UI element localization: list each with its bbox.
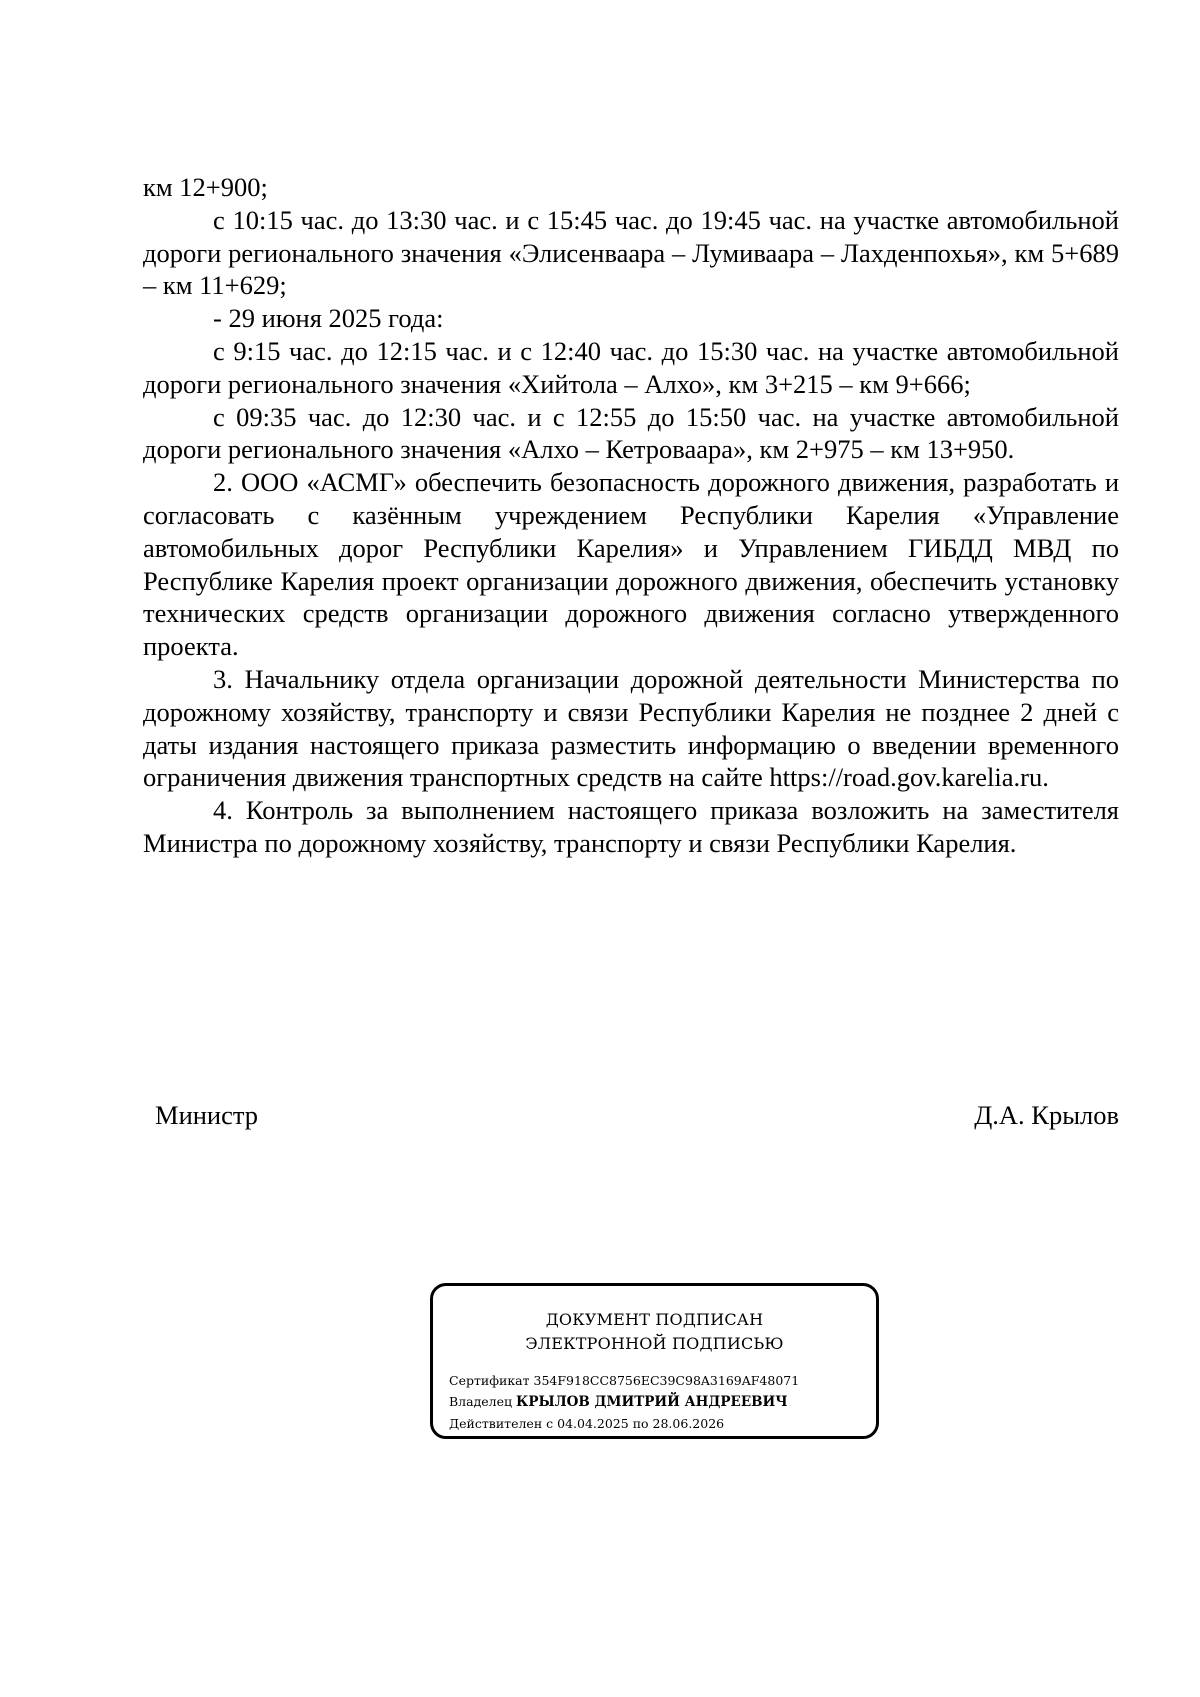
- stamp-certificate-value: 354F918CC8756EC39C98A3169AF48071: [533, 1373, 800, 1388]
- stamp-owner-row: [449, 1391, 799, 1413]
- stamp-owner-value: КРЫЛОВ ДМИТРИЙ АНДРЕЕВИЧ: [516, 1394, 788, 1410]
- stamp-owner-label: Владелец: [449, 1394, 513, 1409]
- stamp-certificate-label: Сертификат: [449, 1373, 530, 1388]
- stamp-valid-to-label: по: [632, 1416, 649, 1431]
- electronic-signature-stamp: [430, 1283, 879, 1439]
- stamp-valid-from: 04.04.2025: [557, 1416, 629, 1431]
- paragraph-item-4: 4. Контроль за выполнением настоящего приказа возложить на заместителя Министра по дорожному хозяйству, транспорту и связи Республики Карелия.: [143, 795, 1119, 858]
- signatory-name: Д.А. Крылов: [974, 1100, 1119, 1130]
- stamp-valid-to: 28.06.2026: [652, 1416, 725, 1431]
- paragraph-khiitola-schedule: с 9:15 час. до 12:15 час. и с 12:40 час. до 15:30 час. на участке автомобильной дороги регионального значения «Хийтола – Алхо», км 3+215 – км 9+666;: [143, 335, 1119, 399]
- stamp-certificate-row: [449, 1370, 799, 1391]
- stamp-validity-row: [449, 1413, 799, 1434]
- signatory-title: Министр: [155, 1100, 259, 1130]
- stamp-heading-line-2: ЭЛЕКТРОННОЙ ПОДПИСЬЮ: [525, 1334, 784, 1353]
- paragraph-item-2: 2. ООО «АСМГ» обеспечить безопасность дорожного движения, разработать и согласовать с казённым учреждением Республики Карелия «Управление автомобильных дорог Республики Карелия» и Управлением ГИБДД МВД по Республике Карелия проект организации дорожного движения, обеспечить установку технических средств организации дорожного движения согласно утвержденного проекта.: [143, 467, 1119, 662]
- document-body: [143, 171, 1119, 860]
- stamp-valid-label: Действителен с: [449, 1416, 554, 1431]
- paragraph-alkho-schedule: с 09:35 час. до 12:30 час. и с 12:55 до 15:50 час. на участке автомобильной дороги регионального значения «Алхо – Кетроваара», км 2+975 – км 13+950.: [143, 401, 1119, 465]
- stamp-details: [449, 1370, 799, 1434]
- paragraph-elisenvaara-schedule: с 10:15 час. до 13:30 час. и с 15:45 час. до 19:45 час. на участке автомобильной дороги регионального значения «Элисенваара – Лумиваара – Лахденпохья», км 5+689 – км 11+629;: [143, 204, 1119, 301]
- paragraph-km-continuation: км 12+900;: [143, 172, 268, 202]
- paragraph-june-29-heading: - 29 июня 2025 года:: [213, 303, 444, 334]
- paragraph-item-3: 3. Начальнику отдела организации дорожной деятельности Министерства по дорожному хозяйству, транспорту и связи Республики Карелия не позднее 2 дней с даты издания настоящего приказа разместить информацию о введении временного ограничения движения транспортных средств на сайте https://road.gov.karelia.ru.: [143, 663, 1119, 793]
- stamp-heading: [433, 1308, 876, 1356]
- stamp-heading-line-1: ДОКУМЕНТ ПОДПИСАН: [545, 1310, 764, 1329]
